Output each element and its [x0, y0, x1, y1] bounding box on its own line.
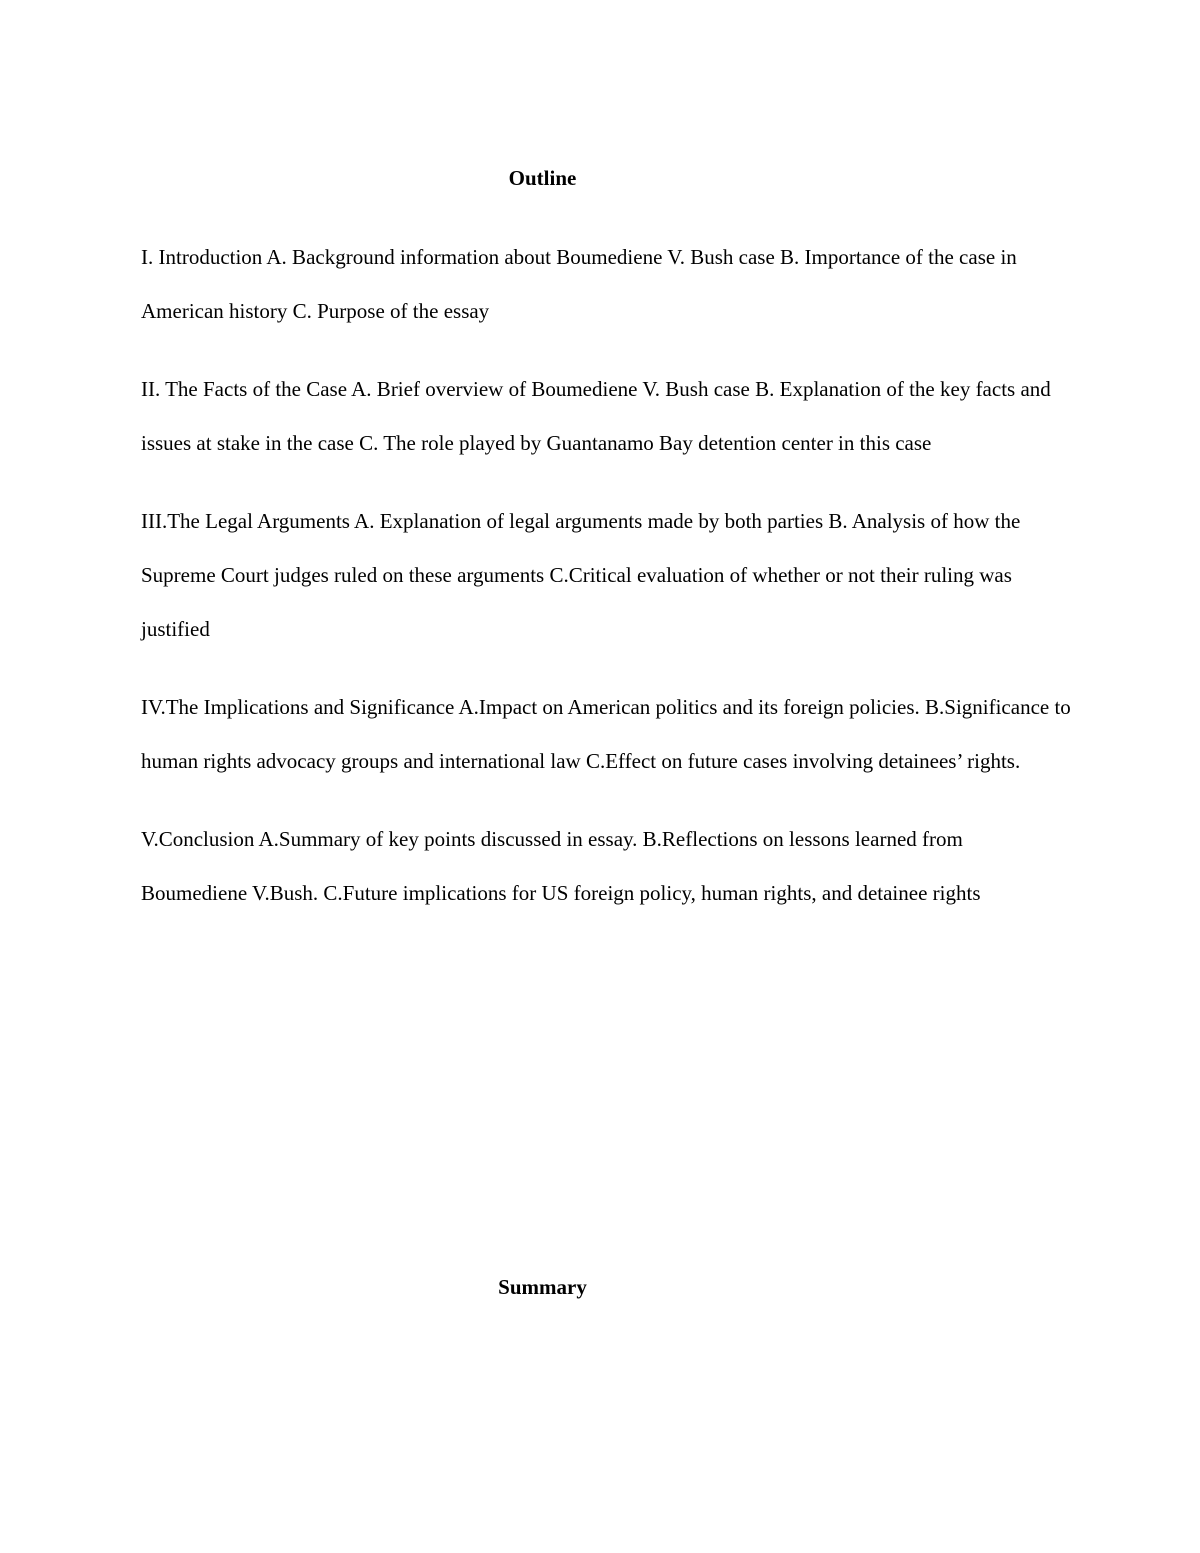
outline-body — [141, 230, 1071, 944]
outline-section-implications: IV.The Implications and Significance A.Impact on American politics and its foreign policies. B.Significance to human rights advocacy groups and international law C.Effect on future cases involving detainees’ rights. — [141, 695, 1071, 773]
outline-heading: Outline — [508, 166, 577, 190]
summary-heading: Summary — [498, 1275, 587, 1299]
outline-section-legal-arguments: III.The Legal Arguments A. Explanation of legal arguments made by both parties B. Analysis of how the Supreme Court judges ruled on these arguments C.Critical evaluation of whether or not their ruling was justified — [141, 509, 1021, 641]
outline-section-conclusion: V.Conclusion A.Summary of key points discussed in essay. B.Reflections on lessons learned from Boumediene V.Bush. C.Future implications for US foreign policy, human rights, and detainee rights — [141, 827, 981, 905]
outline-section-introduction: I. Introduction A. Background information about Boumediene V. Bush case B. Importance of the case in American history C. Purpose of the essay — [141, 245, 1017, 323]
outline-section-facts: II. The Facts of the Case A. Brief overview of Boumediene V. Bush case B. Explanation of the key facts and issues at stake in the case C. The role played by Guantanamo Bay detention center in this case — [141, 377, 1051, 455]
